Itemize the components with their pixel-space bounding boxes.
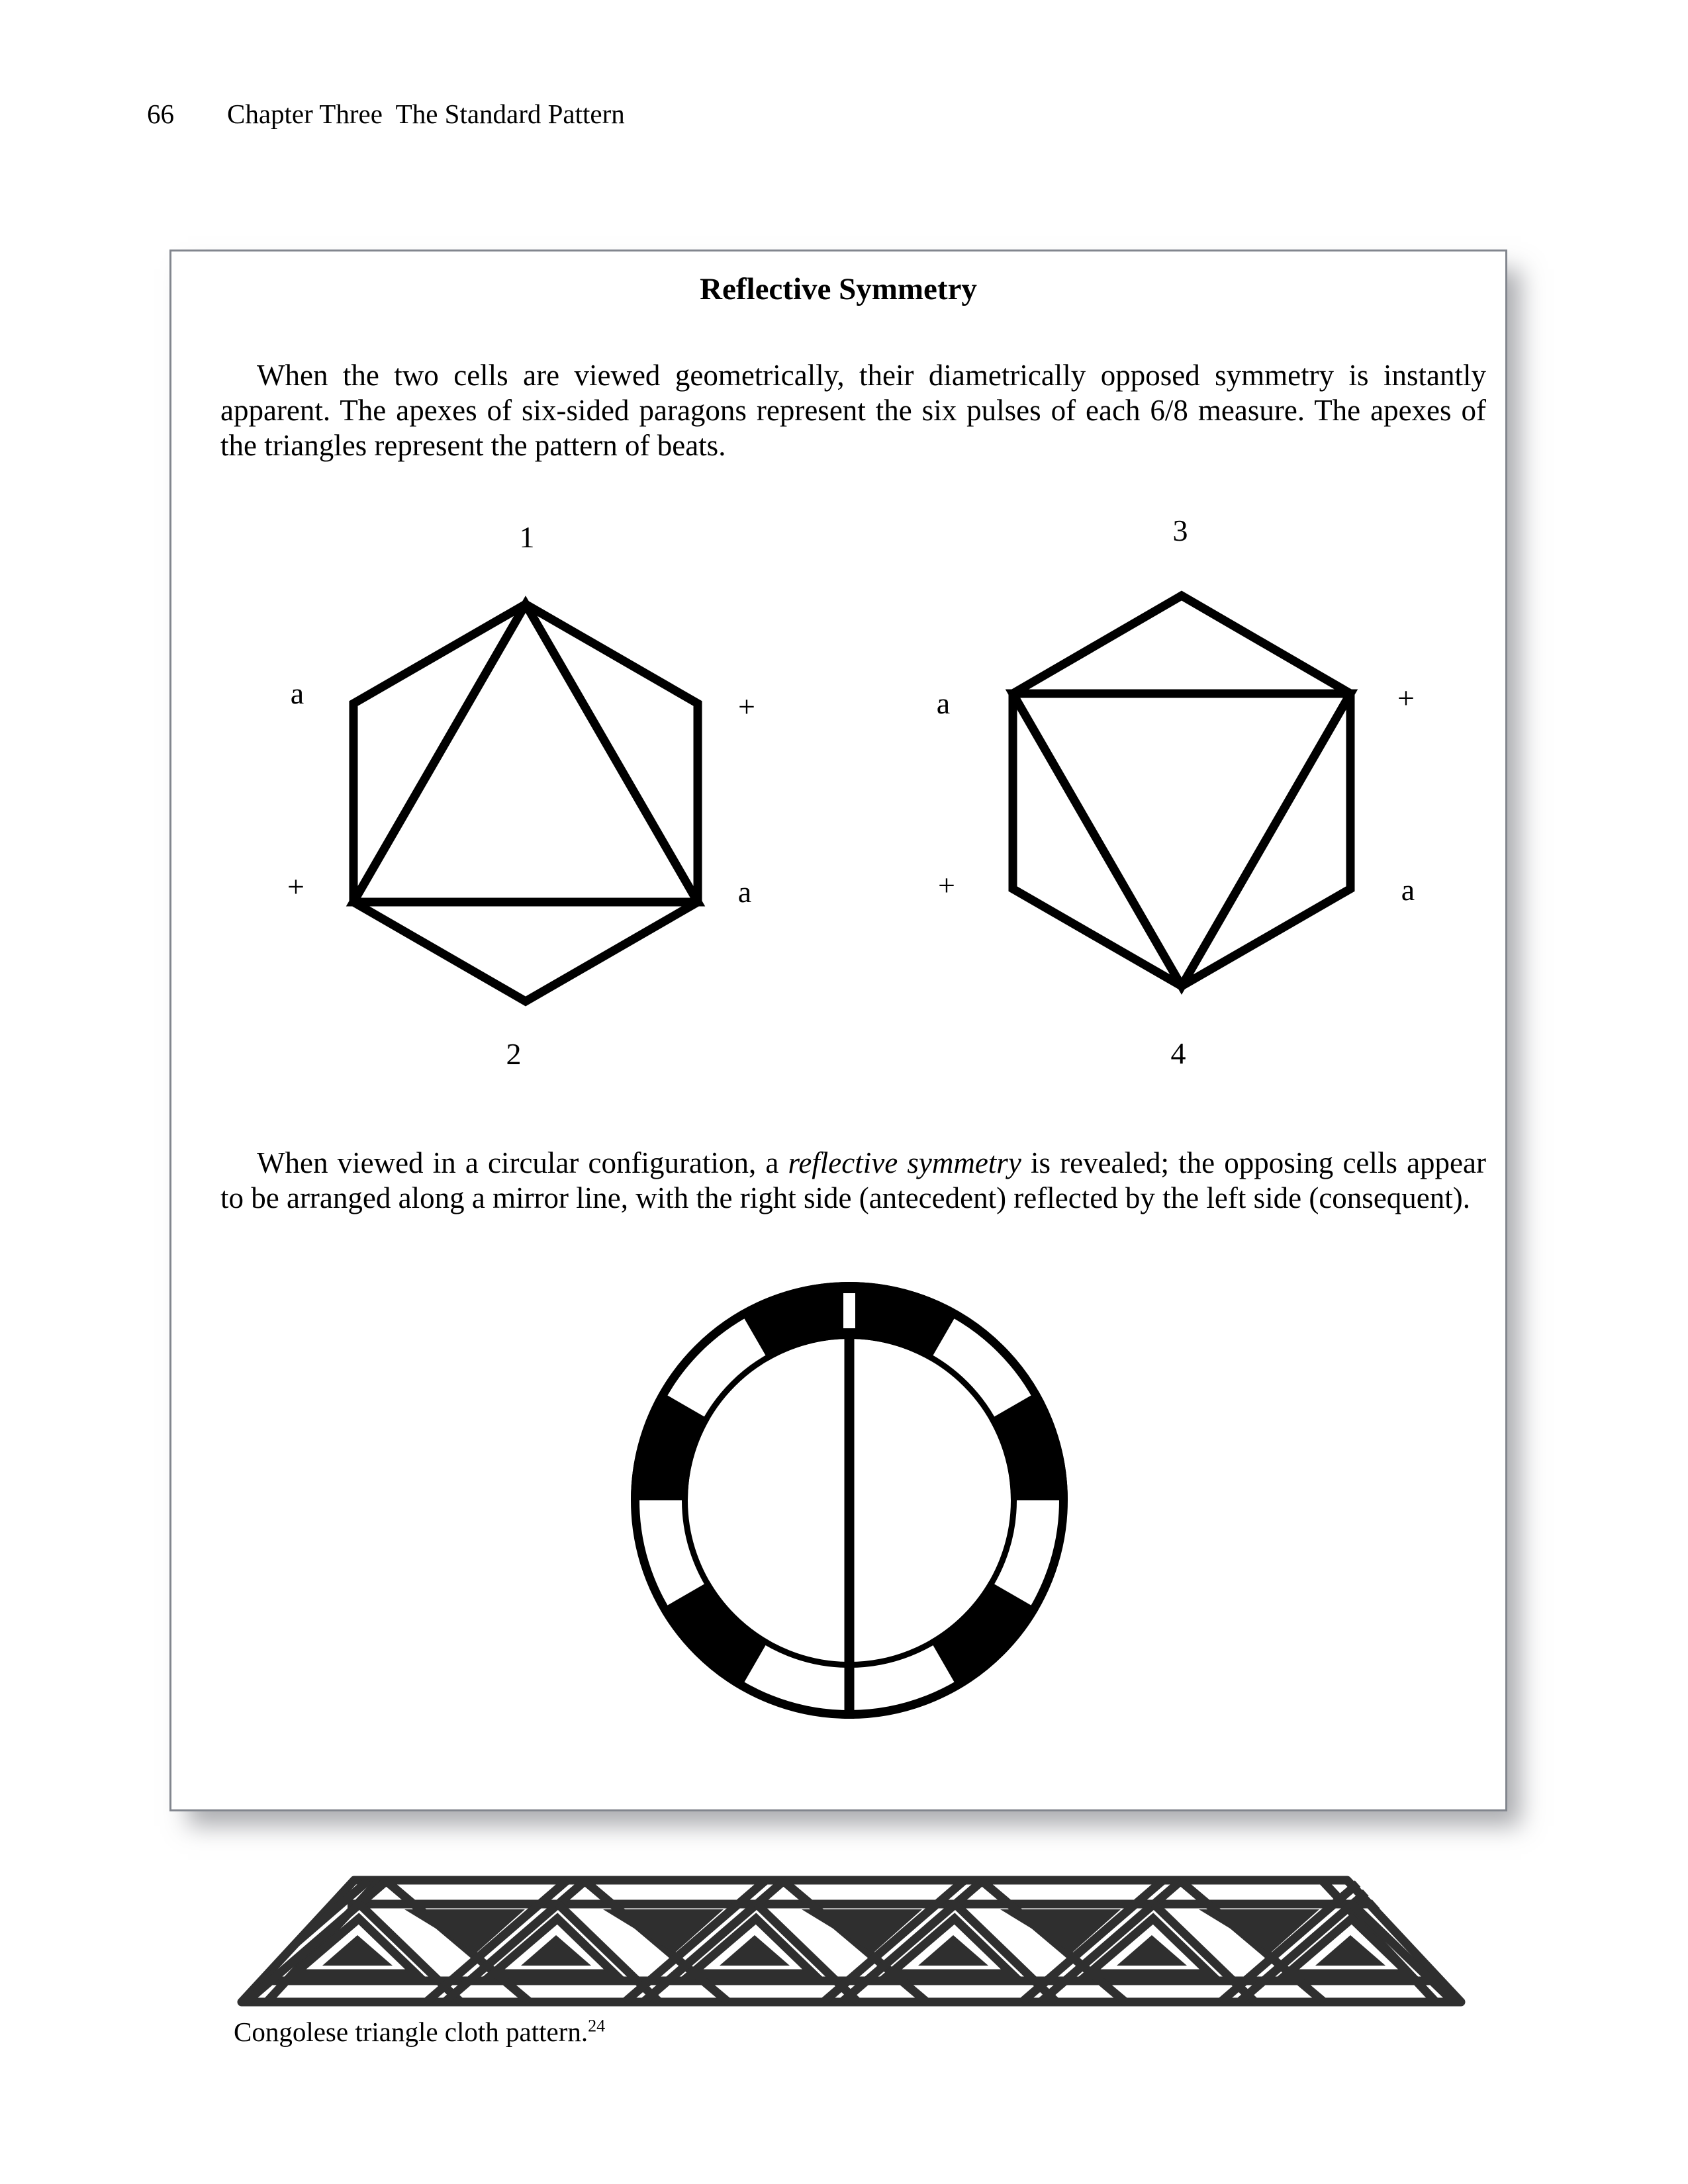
panel-title: Reflective Symmetry — [700, 272, 977, 306]
label-cell1: 1 — [519, 520, 535, 554]
running-head — [147, 98, 625, 130]
label-right-plus-upper: + — [1397, 681, 1415, 715]
frieze-caption — [234, 2016, 605, 2048]
chapter-title: Chapter Three The Standard Pattern — [227, 99, 625, 129]
label-left-plus-lower: + — [287, 870, 305, 903]
hexagon-figure-left — [344, 596, 708, 1013]
triangle-cloth-frieze — [228, 1875, 1473, 2007]
label-right-plus-lower: + — [938, 868, 955, 902]
label-cell4: 4 — [1170, 1036, 1186, 1070]
pulse-tick — [843, 1293, 855, 1328]
triangle-up — [353, 604, 698, 902]
label-left-a-upper: a — [290, 676, 305, 710]
label-left-a-lower: a — [737, 875, 752, 909]
paragraph-circular-italic: reflective symmetry — [788, 1146, 1021, 1179]
label-left-plus-upper: + — [738, 690, 755, 723]
paragraph-circular — [220, 1146, 1486, 1216]
label-cell2: 2 — [506, 1037, 522, 1071]
paragraph-circular-pre: When viewed in a circular configuration, a — [257, 1146, 788, 1179]
label-right-a-upper: a — [936, 686, 951, 720]
paragraph-geometric: When the two cells are viewed geometrically, their diametrically opposed symmetry is instantly apparent. The apexes of six-sided paragons represent the six pulses of each 6/8 measure. The apexes of the triangles represent the pattern of beats. — [220, 359, 1486, 462]
mirror-ring-figure — [624, 1275, 1074, 1725]
paragraph-circular-post: is revealed; the opposing cells appear to be arranged along a mirror line, with the right side (antecedent) reflected by the left side (consequent). — [220, 1146, 1486, 1214]
page-number: 66 — [147, 99, 174, 129]
hexagon-right-outline — [1013, 596, 1350, 986]
label-right-a-lower: a — [1401, 873, 1415, 907]
footnote-reference: 24 — [588, 2016, 606, 2036]
triangle-down — [1013, 694, 1350, 986]
hexagon-left-outline — [353, 604, 698, 1001]
caption-text: Congolese triangle cloth pattern. — [234, 2017, 588, 2047]
hexagon-figure-right — [1003, 586, 1367, 1003]
label-cell3: 3 — [1172, 514, 1188, 547]
